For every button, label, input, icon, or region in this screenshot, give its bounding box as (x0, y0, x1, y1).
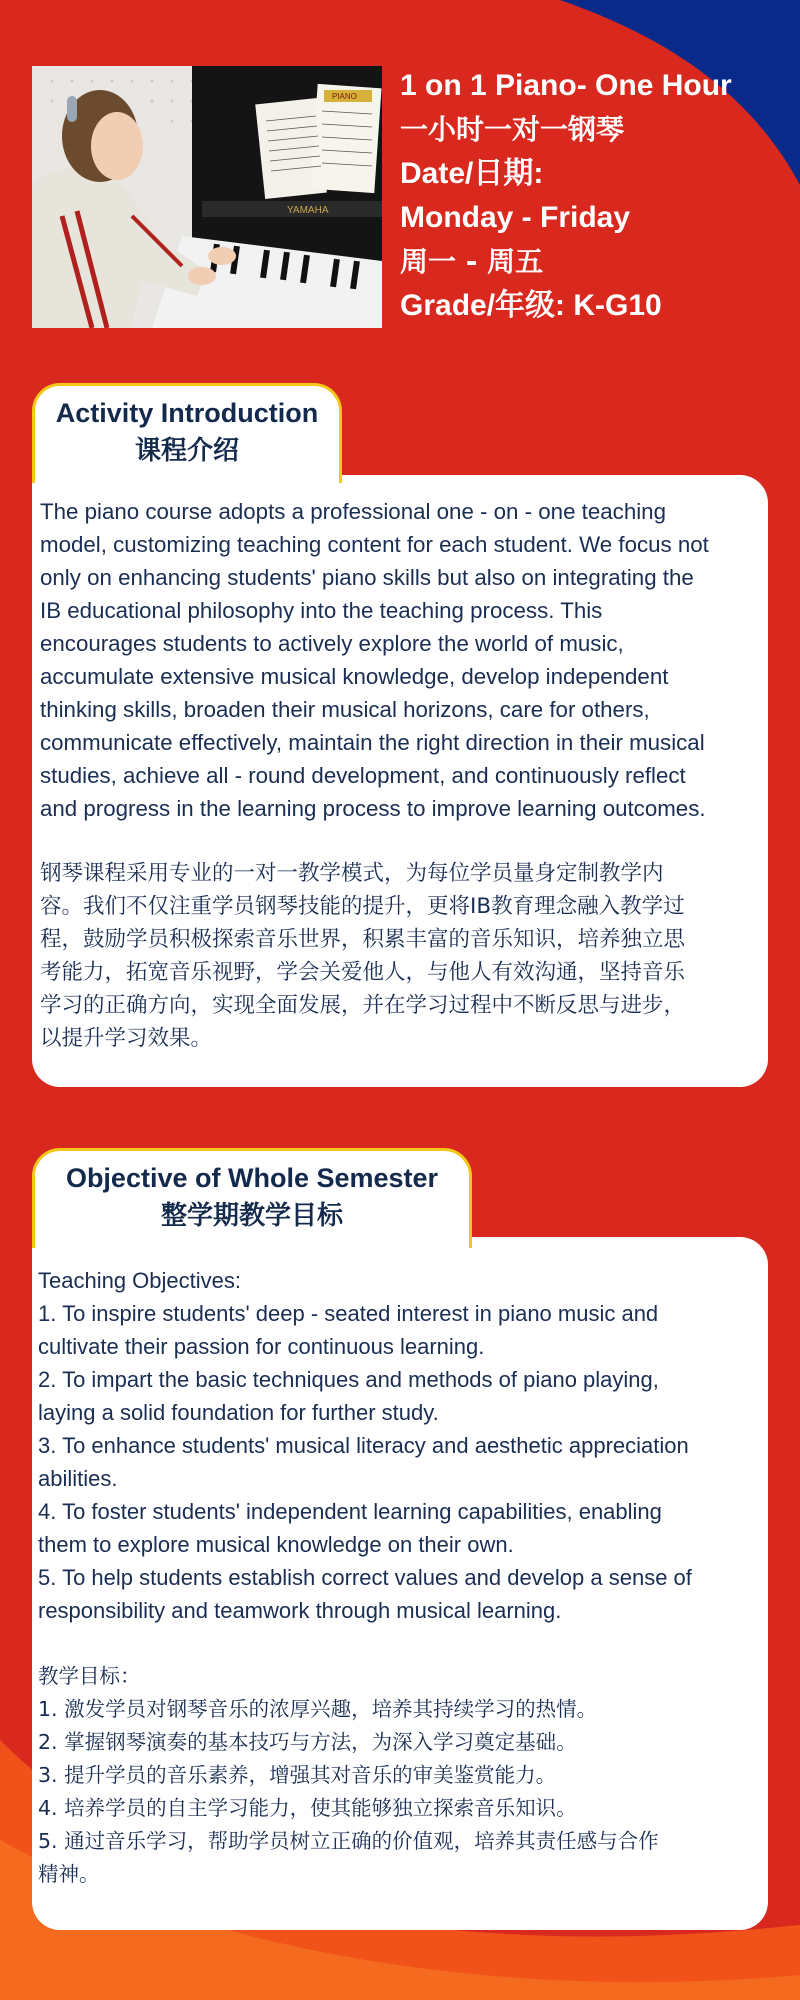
book-title: PIANO (332, 92, 357, 101)
days-en: Monday - Friday (400, 201, 631, 234)
list-item: 3. To enhance students' musical literacy and aesthetic appreciation (38, 1433, 689, 1458)
objectives-heading-en: Teaching Objectives: (38, 1268, 241, 1293)
date-label: Date/日期: (400, 157, 544, 190)
intro-paragraph-en: The piano course adopts a professional one - on - one teaching model, customizing teaching content for each student. We focus not only on enhancing students' piano skills but also on integrating the IB educational philosophy into the teaching process. This encourages students to actively explore the world of music, accumulate extensive musical knowledge, develop independent thinking skills, broaden their musical horizons, care for others, communicate effectively, maintain the right direction in their musical studies, achieve all - round development, and continuously reflect and progress in the learning process to improve learning outcomes. (40, 499, 709, 821)
list-item: 4. 培养学员的自主学习能力，使其能够独立探索音乐知识。 (38, 1796, 577, 1820)
course-header (400, 64, 780, 328)
objectives-title-zh: 整学期教学目标 (160, 1201, 343, 1231)
course-title-en: 1 on 1 Piano- One Hour (400, 69, 732, 102)
intro-section-tab (32, 383, 342, 483)
list-item: 2. 掌握钢琴演奏的基本技巧与方法，为深入学习奠定基础。 (38, 1730, 577, 1754)
list-item: 1. 激发学员对钢琴音乐的浓厚兴趣，培养其持续学习的热情。 (38, 1697, 598, 1721)
piano-student-photo (32, 66, 382, 328)
grade-info: Grade/年级: K-G10 (400, 289, 662, 322)
list-item: laying a solid foundation for further study. (38, 1400, 439, 1425)
objectives-panel (32, 1237, 768, 1930)
course-title-zh: 一小时一对一钢琴 (400, 113, 625, 146)
piano-brand-label: YAMAHA (287, 205, 329, 216)
list-item: 5. To help students establish correct values and develop a sense of (38, 1565, 692, 1590)
objectives-list-zh (38, 1660, 762, 1891)
intro-title-en: Activity Introduction (55, 398, 319, 428)
list-item: 4. To foster students' independent learning capabilities, enabling (38, 1499, 662, 1524)
days-zh: 周一 - 周五 (400, 245, 544, 278)
intro-paragraph-zh: 钢琴课程采用专业的一对一教学模式，为每位学员量身定制教学内 容。我们不仅注重学员钢琴技能的提升，更将IB教育理念融入教学过 程，鼓励学员积极探索音乐世界，积累丰富的音乐知识，培养独立思 考能力，拓宽音乐视野，学会关爱他人，与他人有效沟通，坚持音乐 学习的正确方向，实现全面发展，并在学习过程中不断反思与进步， 以提升学习效果。 (40, 861, 686, 1051)
intro-panel (32, 475, 768, 1087)
list-item: 精神。 (38, 1862, 100, 1886)
list-item: 3. 提升学员的音乐素养，增强其对音乐的审美鉴赏能力。 (38, 1763, 557, 1787)
list-item: 1. To inspire students' deep - seated interest in piano music and (38, 1301, 659, 1326)
objectives-heading-zh: 教学目标： (38, 1664, 141, 1688)
list-item: them to explore musical knowledge on their own. (38, 1532, 514, 1557)
list-item: abilities. (38, 1466, 118, 1491)
list-item: 5. 通过音乐学习，帮助学员树立正确的价值观，培养其责任感与合作 (38, 1829, 659, 1853)
objectives-list-en (38, 1264, 762, 1627)
objectives-section-tab (32, 1148, 472, 1248)
objectives-title-en: Objective of Whole Semester (65, 1163, 439, 1193)
list-item: cultivate their passion for continuous learning. (38, 1334, 485, 1359)
list-item: 2. To impart the basic techniques and methods of piano playing, (38, 1367, 659, 1392)
list-item: responsibility and teamwork through musical learning. (38, 1598, 562, 1623)
intro-title-zh: 课程介绍 (134, 436, 239, 466)
